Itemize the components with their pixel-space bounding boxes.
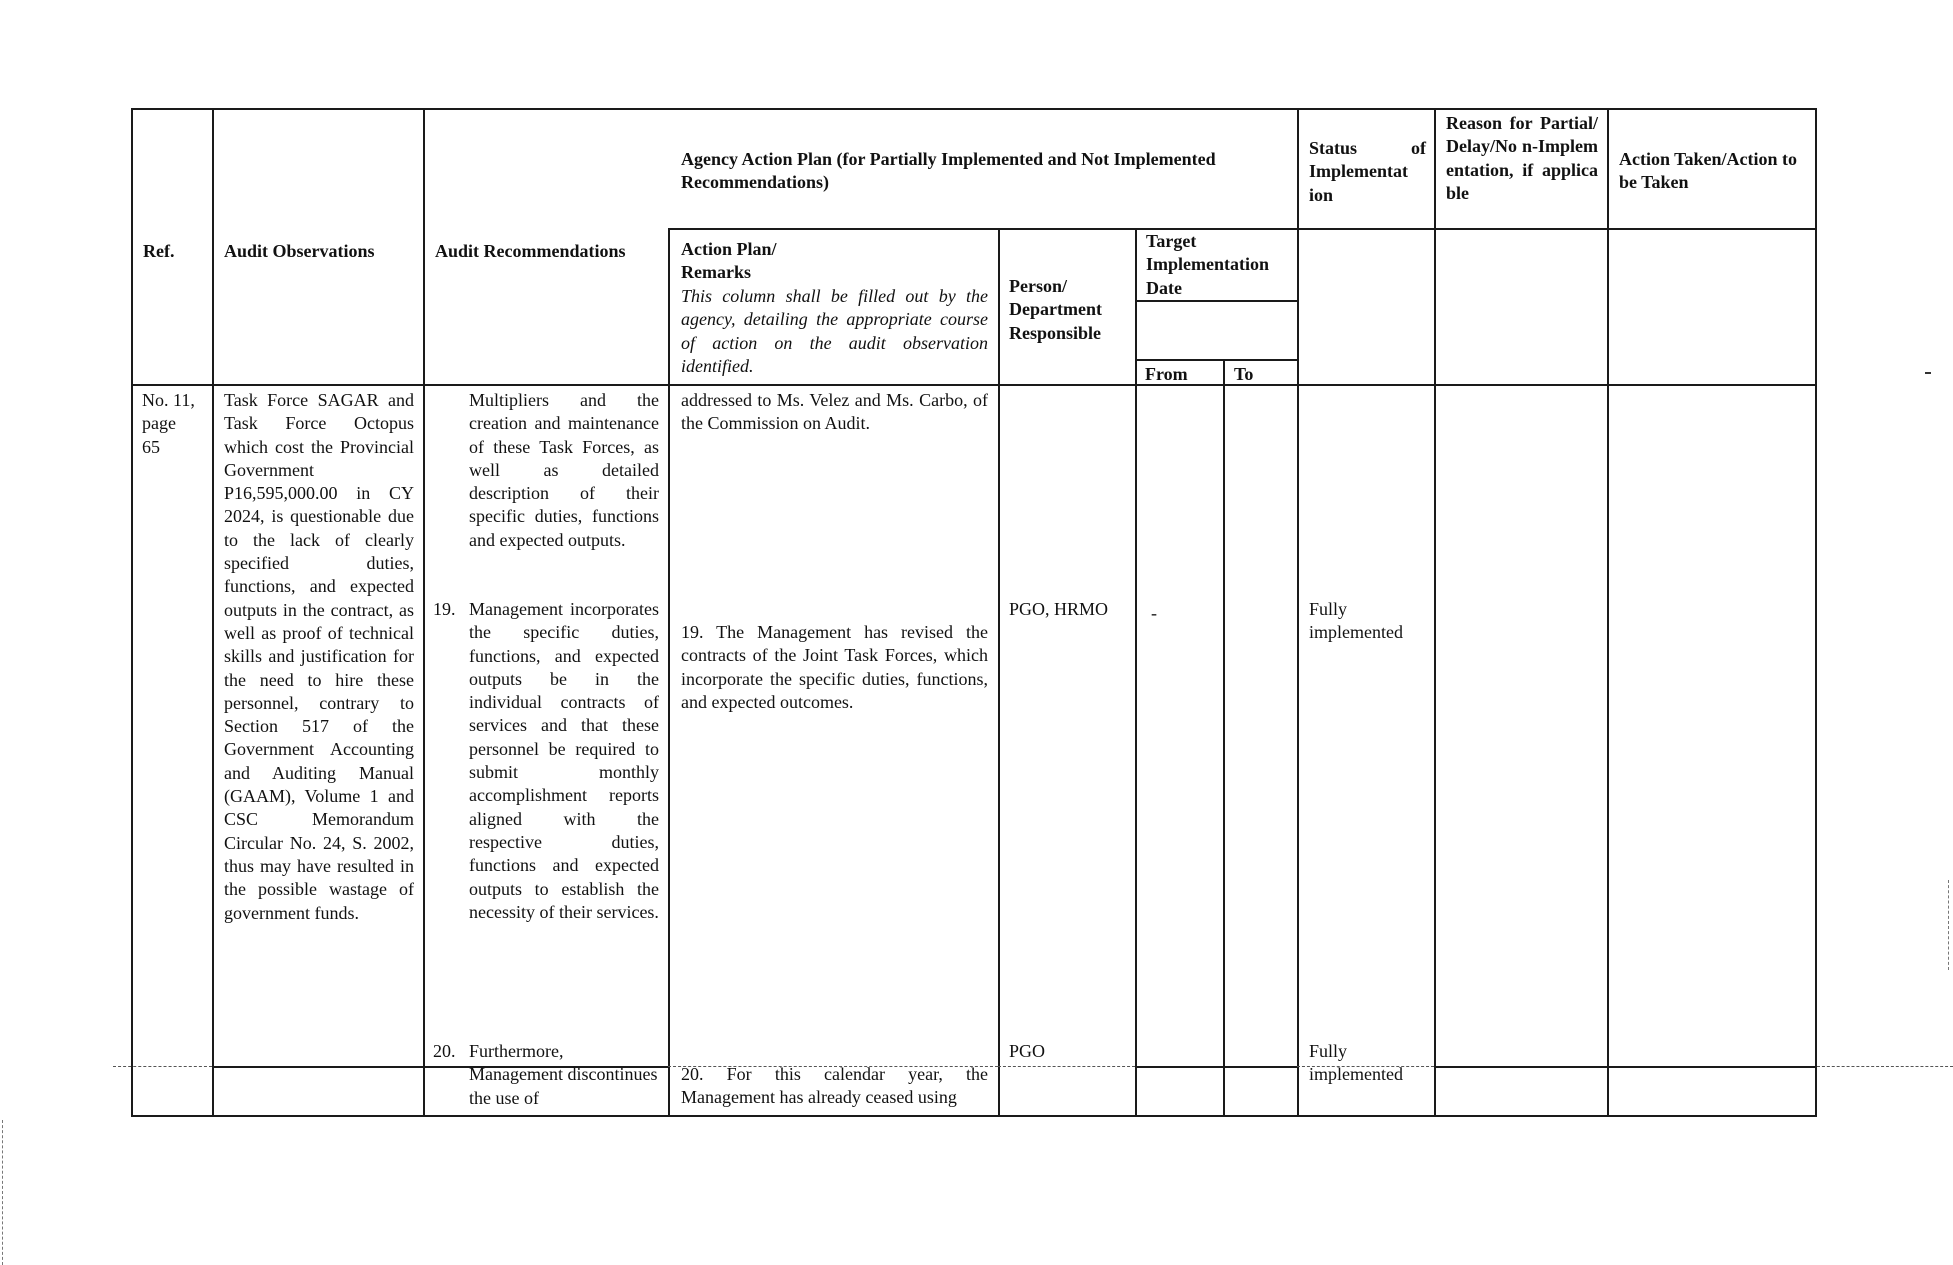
header-action-taken: Action Taken/Action to be Taken	[1619, 149, 1798, 193]
header-person-responsible: Person/ Department Responsible	[1009, 276, 1102, 343]
col-sep-2	[423, 108, 425, 1117]
margin-tick	[1925, 372, 1931, 374]
col-sep-9	[1607, 108, 1609, 1117]
row-ref: No. 11, page 65	[142, 390, 195, 457]
dash-person-col	[998, 1066, 1135, 1067]
col-sep-8	[1434, 108, 1436, 1117]
col-sep-6	[1223, 359, 1225, 1117]
table-border-left	[131, 108, 133, 1117]
header-to: To	[1234, 364, 1254, 384]
header-agency-action-plan: Agency Action Plan (for Partially Implemented and Not Implemented Recommendations)	[681, 149, 1216, 193]
col-sep-4	[998, 228, 1000, 1117]
row-recommendation-19-num: 19.	[433, 599, 456, 619]
table-border-right	[1815, 108, 1817, 1117]
row-action-plan-continued: addressed to Ms. Velez and Ms. Carbo, of the Commission on Audit.	[681, 390, 988, 434]
row20-sep-c	[1434, 1066, 1815, 1068]
from-to-sep	[1135, 359, 1298, 361]
dash-left-edge	[2, 1120, 3, 1265]
row-from-19: -	[1151, 603, 1157, 623]
row20-sep-b	[1135, 1066, 1297, 1068]
row-status-20: Fully implemented	[1309, 1041, 1403, 1085]
header-action-plan-title: Action Plan/ Remarks	[681, 239, 777, 283]
table-border-top	[131, 108, 1817, 110]
header-reason: Reason for Partial/Delay/No n-Implementation, if applicable	[1446, 113, 1598, 203]
row20-sep-d	[212, 1066, 423, 1068]
row-recommendation-20-num: 20.	[433, 1041, 456, 1061]
row-person-19: PGO, HRMO	[1009, 599, 1109, 619]
row-recommendation-continued: Multipliers and the creation and maintenance of these Task Forces, as well as detailed description of their specific duties, functions and expected outputs.	[469, 390, 659, 550]
row-action-plan-19: 19. The Management has revised the contracts of the Joint Task Forces, which incorporate the specific duties, functions, and expected outcomes.	[681, 622, 988, 712]
header-target-date: Target Implementation Date	[1146, 231, 1269, 298]
row-audit-observation: Task Force SAGAR and Task Force Octopus which cost the Provincial Government P16,595,000.00 in CY 2024, is questionable due to the lack of clearly specified duties, functions, and expected outputs in the contract, as well as proof of technical skills and justification for the need to hire these personnel, contrary to Section 517 of the Government Accounting and Auditing Manual (GAAM), Volume 1 and CSC Memorandum Circular No. 24, S. 2002, thus may have resulted in the possible wastage of government funds.	[224, 390, 414, 923]
col-sep-1	[212, 108, 214, 1117]
row-action-plan-20: 20. For this calendar year, the Management has already ceased using	[681, 1064, 988, 1108]
header-audit-recommendations: Audit Recommendations	[435, 241, 626, 261]
dash-right-edge	[1948, 880, 1949, 970]
col-sep-7	[1297, 108, 1299, 1117]
row-status-19: Fully implemented	[1309, 599, 1403, 643]
target-date-sep	[1135, 300, 1298, 302]
row-person-20: PGO	[1009, 1041, 1046, 1061]
header-sep-bottom	[131, 384, 1817, 386]
header-from: From	[1145, 364, 1188, 384]
dash-right-margin	[1817, 1066, 1953, 1067]
row-recommendation-19: Management incorporates the specific duties, functions, and expected outputs be in the individual contracts of services and that these personnel be required to submit monthly accomplishment reports aligned with the respective duties, functions and expected outputs to establish the necessity of their services.	[469, 599, 659, 922]
col-sep-5	[1135, 228, 1137, 1117]
header-ref: Ref.	[143, 241, 175, 261]
col-sep-3	[668, 228, 670, 1117]
dash-left-margin	[113, 1066, 212, 1067]
table-border-bottom	[131, 1115, 1817, 1117]
header-action-plan-note: This column shall be filled out by the agency, detailing the appropriate course of action on the audit observation identified.	[681, 286, 988, 376]
header-status: Status of Implementat ion	[1309, 138, 1426, 205]
header-audit-observations: Audit Observations	[224, 241, 375, 261]
row-recommendation-20: Furthermore, Management discontinues the use of	[469, 1041, 658, 1108]
